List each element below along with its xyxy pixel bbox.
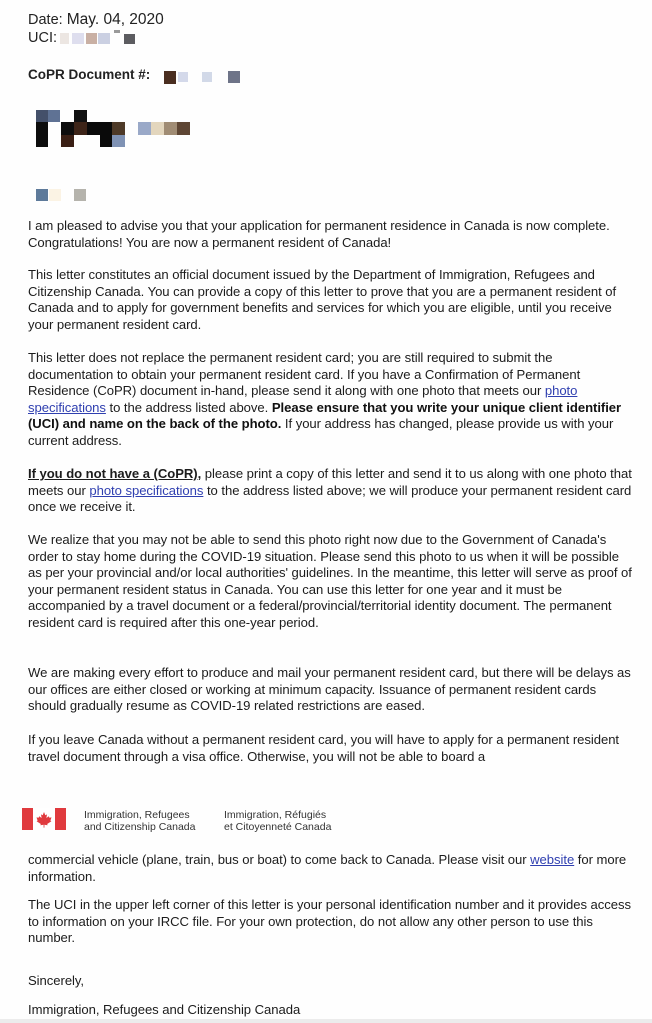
department-name-french [224, 809, 331, 833]
address-change-text: If your address has changed, please provide us with your current address. [28, 416, 614, 448]
paragraph-website-info [28, 852, 634, 885]
dept-fr-line1: Immigration, Réfugiés [224, 809, 327, 821]
no-copr-text-2: to the address listed above; we will produce your permanent resident card once we receive it. [28, 482, 632, 515]
no-copr-heading: If you do not have a (CoPR), [28, 466, 202, 481]
paragraph-card-delays: We are making every effort to produce and mail your permanent resident card, but there will be delays as our offices are either closed or working at minimum capacity. Issuance of permanent resident cards should gradually resume as COVID-19 related restrictions are eased. [28, 665, 631, 714]
paragraph-congratulations: I am pleased to advise you that your application for permanent residence in Canada is now complete. Congratulations! You are now a permanent resident of Canada! [28, 218, 610, 250]
page-bottom-edge [0, 1019, 652, 1023]
copr-instructions-text-2: to the address listed above. [105, 399, 272, 415]
copr-redacted-value [162, 70, 247, 84]
copr-label: CoPR Document #: [28, 67, 151, 82]
closing: Sincerely, [28, 973, 85, 988]
date-line [28, 12, 164, 28]
photo-specifications-link-2[interactable]: photo specifications [89, 482, 204, 498]
website-info-text: commercial vehicle (plane, train, bus or boat) to come back to Canada. Please visit our [28, 852, 531, 867]
photo-specifications-link[interactable]: photo specifications [28, 383, 578, 415]
paragraph-no-copr [28, 466, 634, 516]
uci-photo-notice: Please ensure that you write your unique client identifier (UCI) and name on the back of the photo. [28, 399, 622, 432]
dept-fr-line2: et Citoyenneté Canada [224, 821, 332, 833]
copr-instructions-text: This letter does not replace the permanent resident card; you are still required to submit the documentation to obtain your permanent resident card. If you have a Confirmation of Permanent Residence (CoPR) document in-hand, please send it along with one photo that meets our [28, 350, 581, 399]
no-copr-text: please print a copy of this letter and send it to us along with one photo that meets our [28, 466, 632, 498]
uci-redacted-value [60, 33, 140, 45]
paragraph-official-document: This letter constitutes an official document issued by the Department of Immigration, Refugees and Citizenship Canada. You can provide a copy of this letter to prove that you are a permanent resident of Canada and to apply for government benefits and services for which you are eligible, until you receive your permanent resident card. [28, 267, 617, 332]
recipient-name-redacted [36, 110, 196, 155]
department-name-english [84, 809, 196, 833]
recipient-address-redacted [36, 189, 96, 203]
dept-en-line2: and Citizenship Canada [84, 821, 196, 833]
signature: Immigration, Refugees and Citizenship Canada [28, 1002, 301, 1017]
paragraph-travel-document: If you leave Canada without a permanent resident card, you will have to apply for a permanent resident travel document through a visa office. Otherwise, you will not be able to board a [28, 732, 620, 764]
website-info-text-2: for more information. [28, 852, 627, 884]
paragraph-covid-photo: We realize that you may not be able to send this photo right now due to the Government of Canada's order to stay home during the COVID-19 situation. Please send this photo to us when it will be possible as per your provincial and/or local authorities' guidelines. In the meantime, this letter will serve as proof of your permanent resident status in Canada. You can use this letter for one year and it must be accompanied by a travel document or a federal/provincial/territorial identity document. The permanent resident card is required after this one-year period. [28, 532, 632, 630]
canada-flag-icon [22, 808, 66, 835]
website-link[interactable]: website [530, 852, 575, 867]
paragraph-copr-instructions [28, 350, 634, 450]
uci-label: UCI: [28, 30, 57, 46]
paragraph-uci-protection: The UCI in the upper left corner of this letter is your personal identification number and it provides access to information on your IRCC file. For your own protection, do not allow any other person to use this number. [28, 897, 631, 946]
date-label: Date: [28, 12, 63, 28]
date-value: May. 04, 2020 [66, 11, 164, 28]
dept-en-line1: Immigration, Refugees [84, 809, 190, 821]
